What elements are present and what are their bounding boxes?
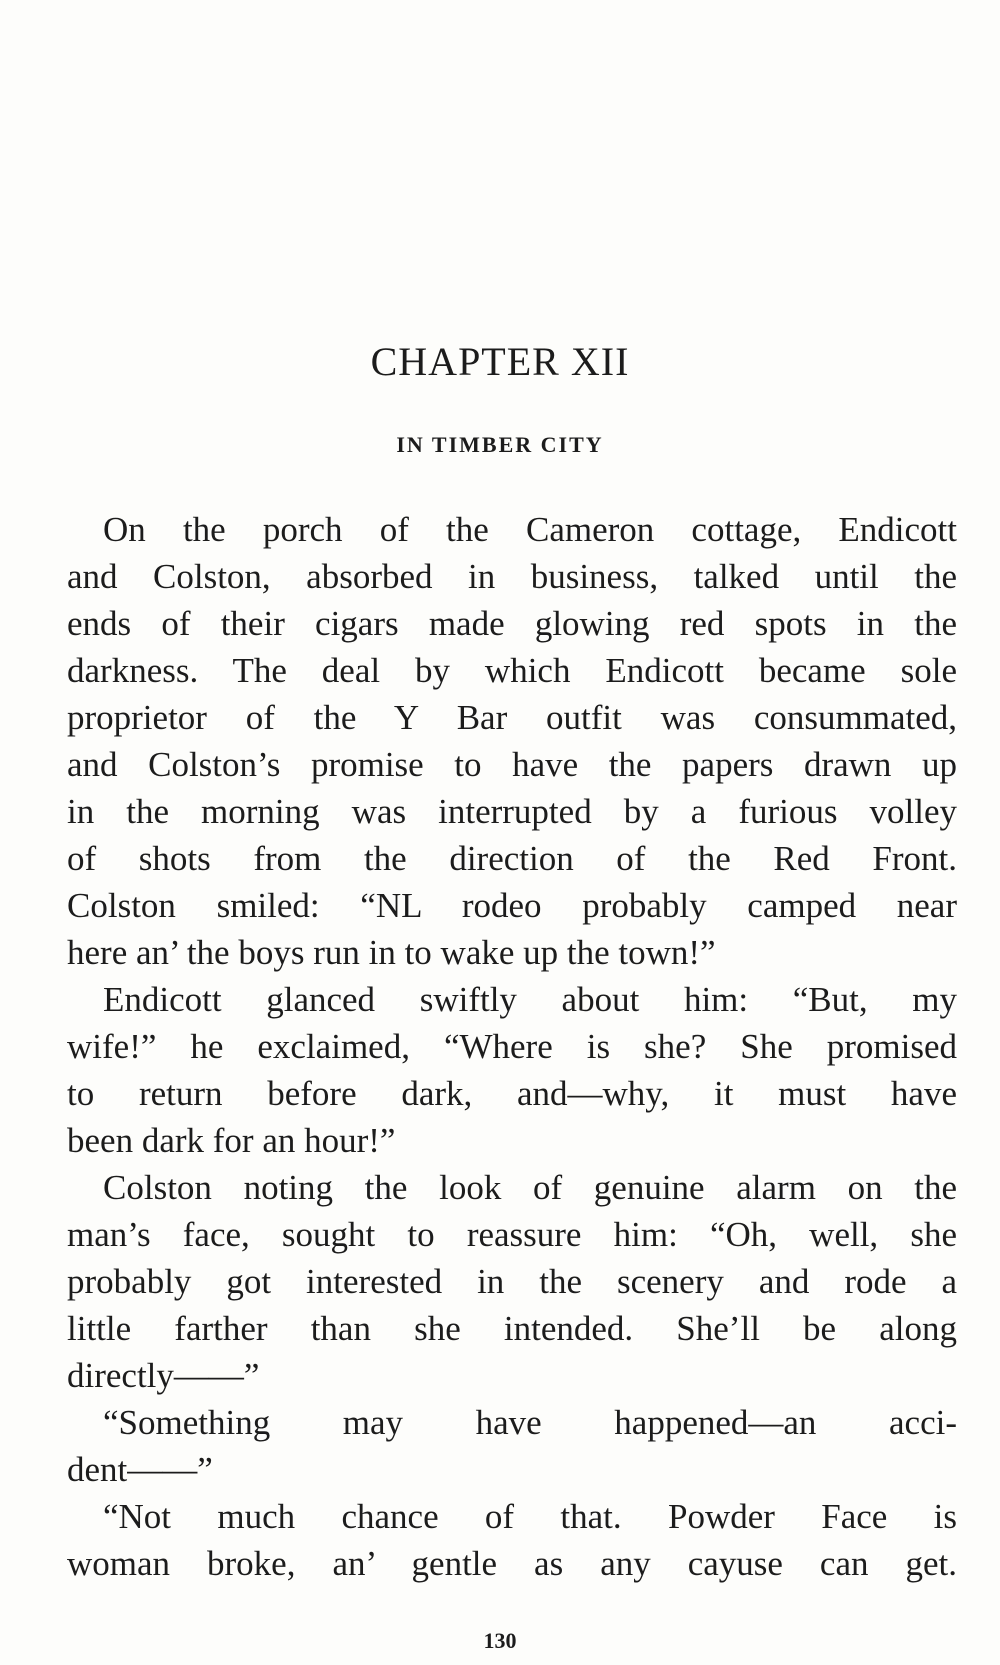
text-line: wife!” he exclaimed, “Where is she? She promised <box>67 1027 957 1066</box>
text-line: Endicott glanced swiftly about him: “But, my <box>103 980 957 1019</box>
text-line: here an’ the boys run in to wake up the town!” <box>67 933 716 972</box>
text-line: ends of their cigars made glowing red spots in the <box>67 604 957 643</box>
text-line: dent——” <box>67 1450 213 1489</box>
chapter-number: CHAPTER XII <box>370 339 630 384</box>
text-line: woman broke, an’ gentle as any cayuse can get. <box>67 1544 957 1583</box>
text-line: to return before dark, and—why, it must have <box>67 1074 957 1113</box>
text-line: darkness. The deal by which Endicott became sole <box>67 651 957 690</box>
text-line: in the morning was interrupted by a furious volley <box>67 792 957 831</box>
text-line: probably got interested in the scenery and rode a <box>67 1262 957 1301</box>
chapter-title: IN TIMBER CITY <box>396 432 604 457</box>
page-number: 130 <box>483 1628 517 1653</box>
text-line: proprietor of the Y Bar outfit was consummated, <box>67 698 957 737</box>
text-line: “Not much chance of that. Powder Face is <box>103 1497 957 1536</box>
text-line: of shots from the direction of the Red Front. <box>67 839 957 878</box>
text-line: directly——” <box>67 1356 260 1395</box>
text-line: Colston noting the look of genuine alarm on the <box>103 1168 957 1207</box>
text-line: “Something may have happened—an acci- <box>103 1403 957 1442</box>
text-line: and Colston’s promise to have the papers drawn up <box>67 745 957 784</box>
text-line: been dark for an hour!” <box>67 1121 396 1160</box>
body-text <box>67 506 957 1587</box>
text-line: Colston smiled: “NL rodeo probably camped near <box>67 886 957 925</box>
text-line: On the porch of the Cameron cottage, Endicott <box>103 510 957 549</box>
text-line: little farther than she intended. She’ll be along <box>67 1309 957 1348</box>
text-line: man’s face, sought to reassure him: “Oh, well, she <box>67 1215 957 1254</box>
text-line: and Colston, absorbed in business, talked until the <box>67 557 957 596</box>
